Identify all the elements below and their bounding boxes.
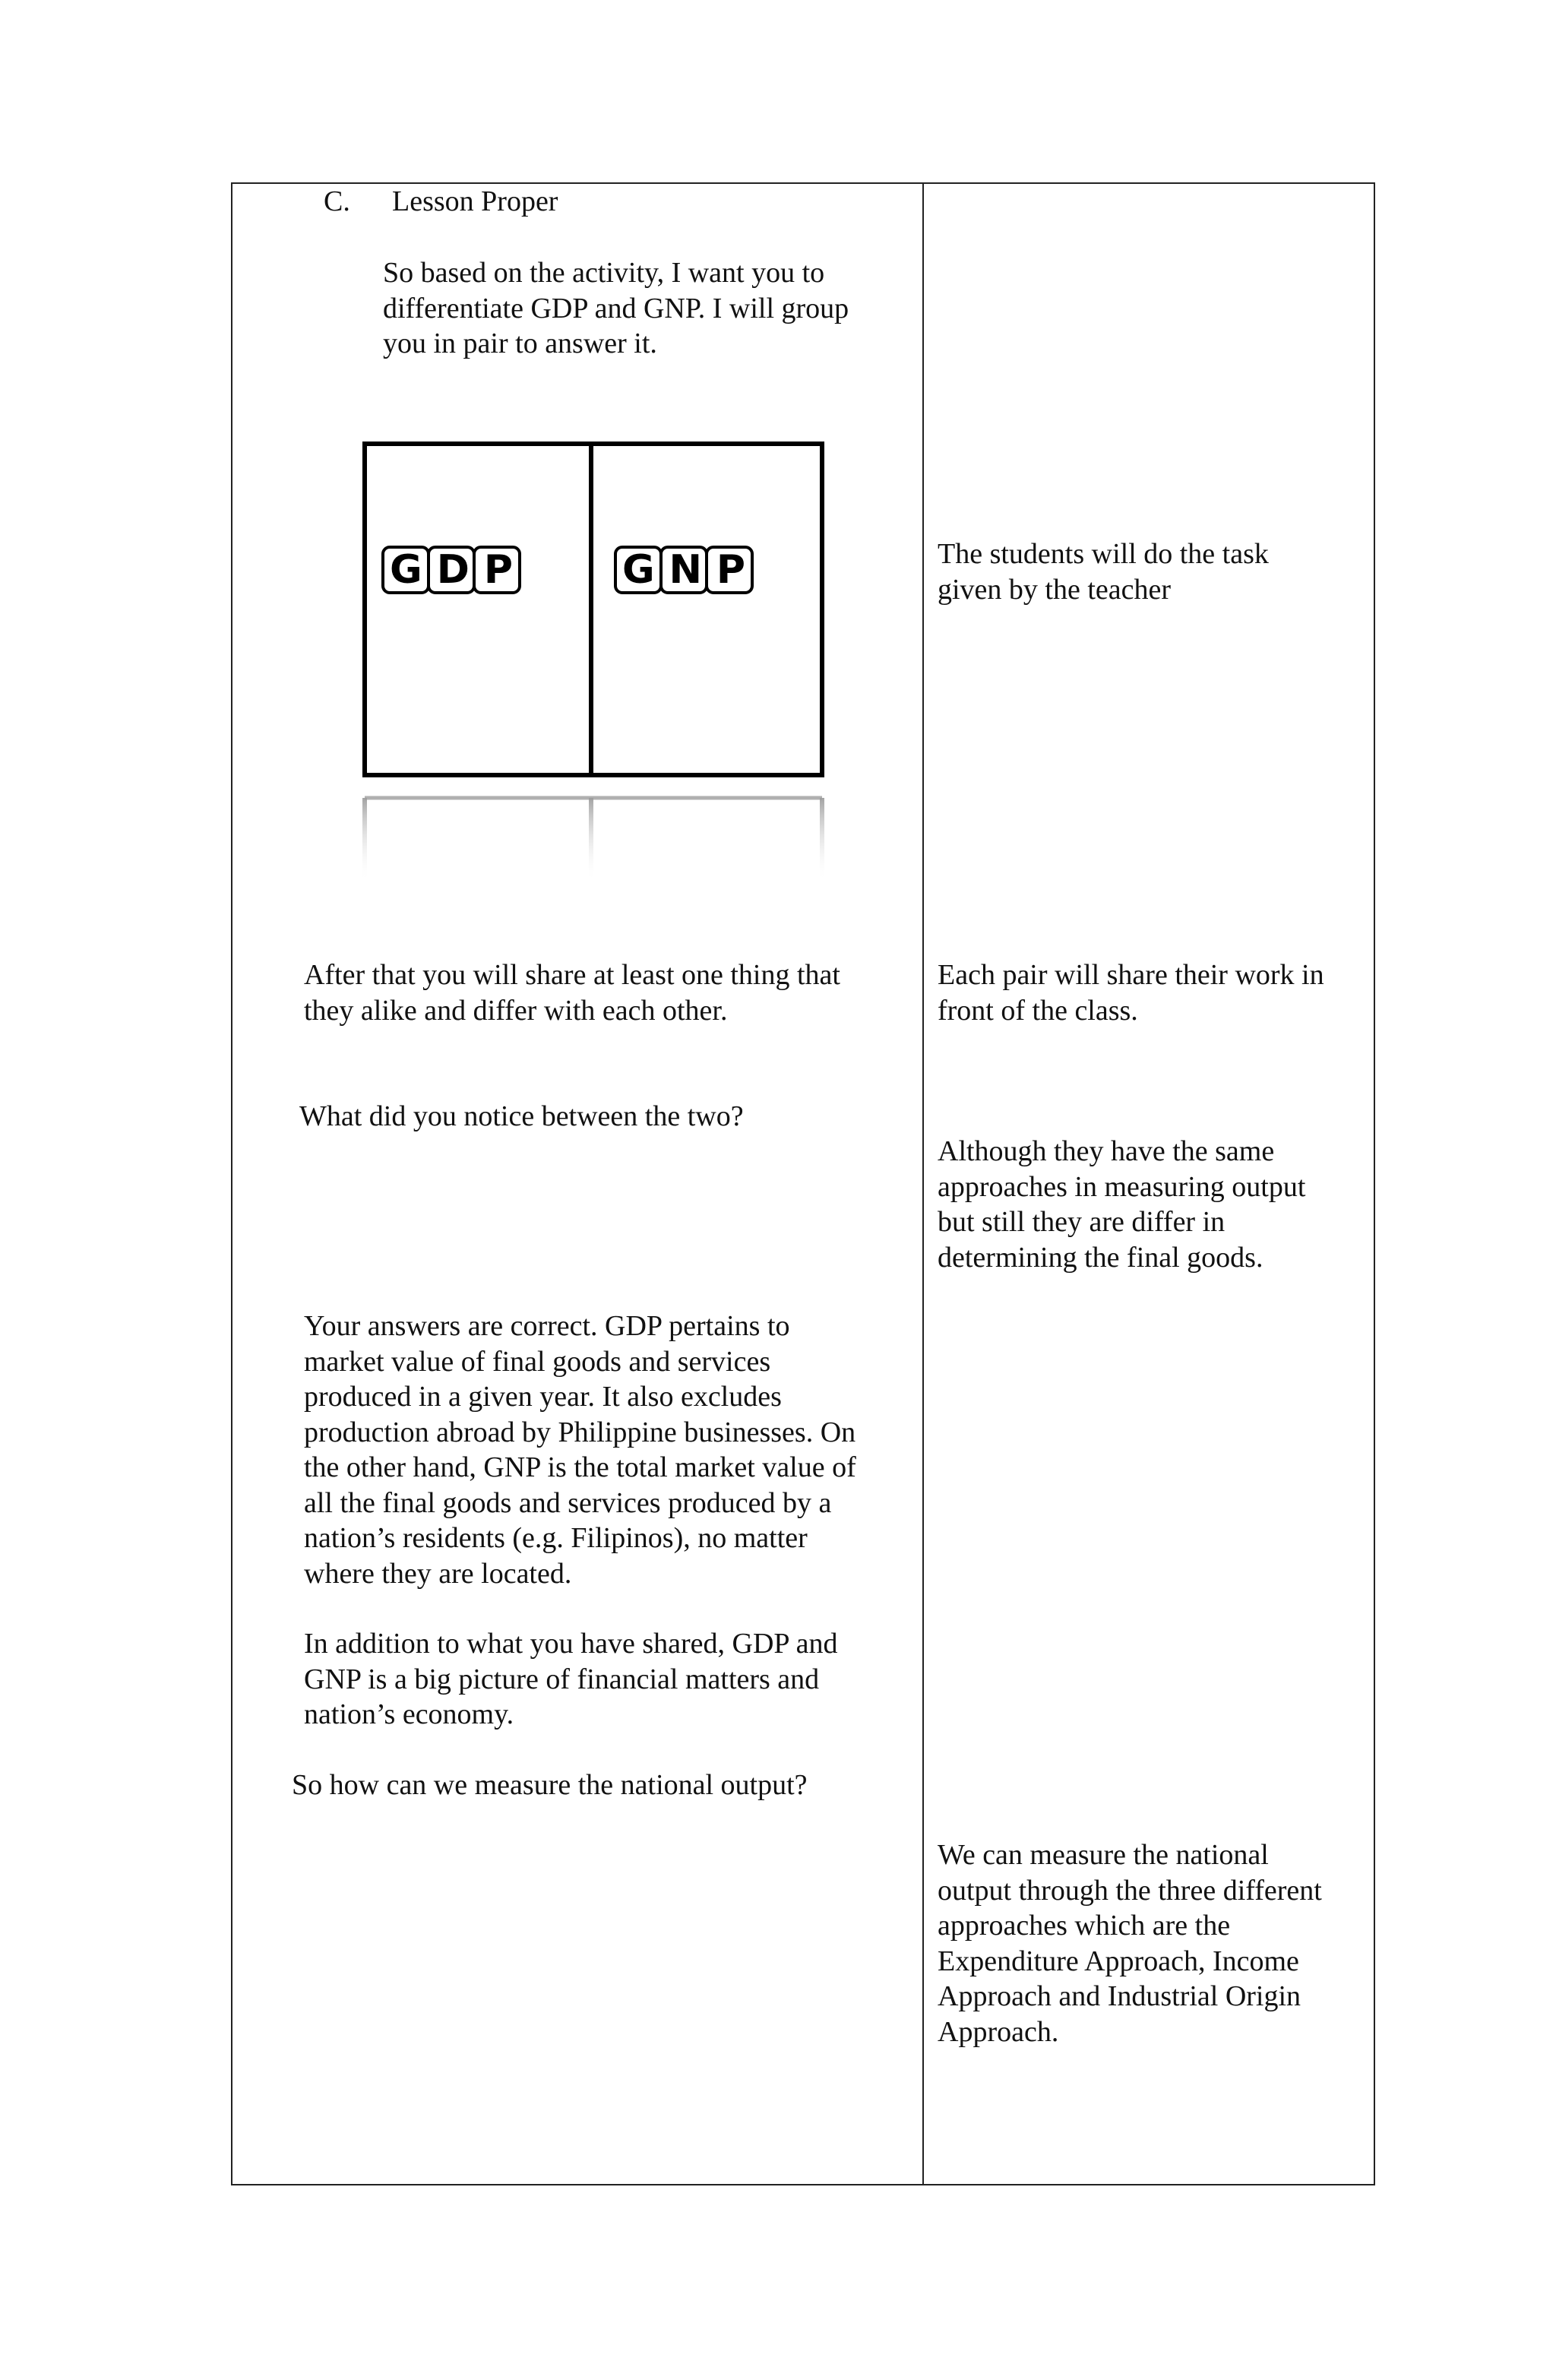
teacher-share-instruction: After that you will share at least one thing that they alike and differ with each other.	[304, 959, 840, 1027]
gnp-label: GNP	[622, 547, 745, 593]
students-notice: Although they have the same approaches in measuring output but still they are differ in determining the final goods.	[938, 1135, 1306, 1274]
teacher-measure-question: So how can we measure the national output?	[292, 1769, 808, 1801]
students-task: The students will do the task given by the teacher	[938, 538, 1269, 606]
students-share: Each pair will share their work in front of the class.	[938, 959, 1324, 1027]
teacher-addition: In addition to what you have shared, GDP and GNP is a big picture of financial matters and nation’s economy.	[304, 1628, 838, 1730]
column-divider	[922, 182, 924, 2185]
teacher-question: What did you notice between the two?	[299, 1100, 744, 1132]
gnp-label-tiles	[615, 547, 752, 593]
gdp-label: GDP	[390, 547, 513, 593]
section-marker: C.	[324, 185, 350, 217]
gdp-gnp-comparison-figure	[318, 433, 834, 897]
students-measure-answer: We can measure the national output through the three different approaches which are the Expenditure Approach, Income Approach and Industrial Origin Approach.	[938, 1839, 1322, 2048]
section-title: Lesson Proper	[392, 185, 558, 217]
gdp-label-tiles	[383, 547, 520, 593]
teacher-answer-feedback: Your answers are correct. GDP pertains to market value of final goods and services produced in a given year. It also excludes production abroad by Philippine businesses. On the other hand, GNP is the total market value of all the final goods and services produced by a nation’s residents (e.g. Filipinos), no matter where they are located.	[304, 1310, 856, 1590]
frame-reflection	[362, 798, 824, 881]
teacher-intro: So based on the activity, I want you to differentiate GDP and GNP. I will group you in pair to answer it.	[383, 257, 849, 359]
